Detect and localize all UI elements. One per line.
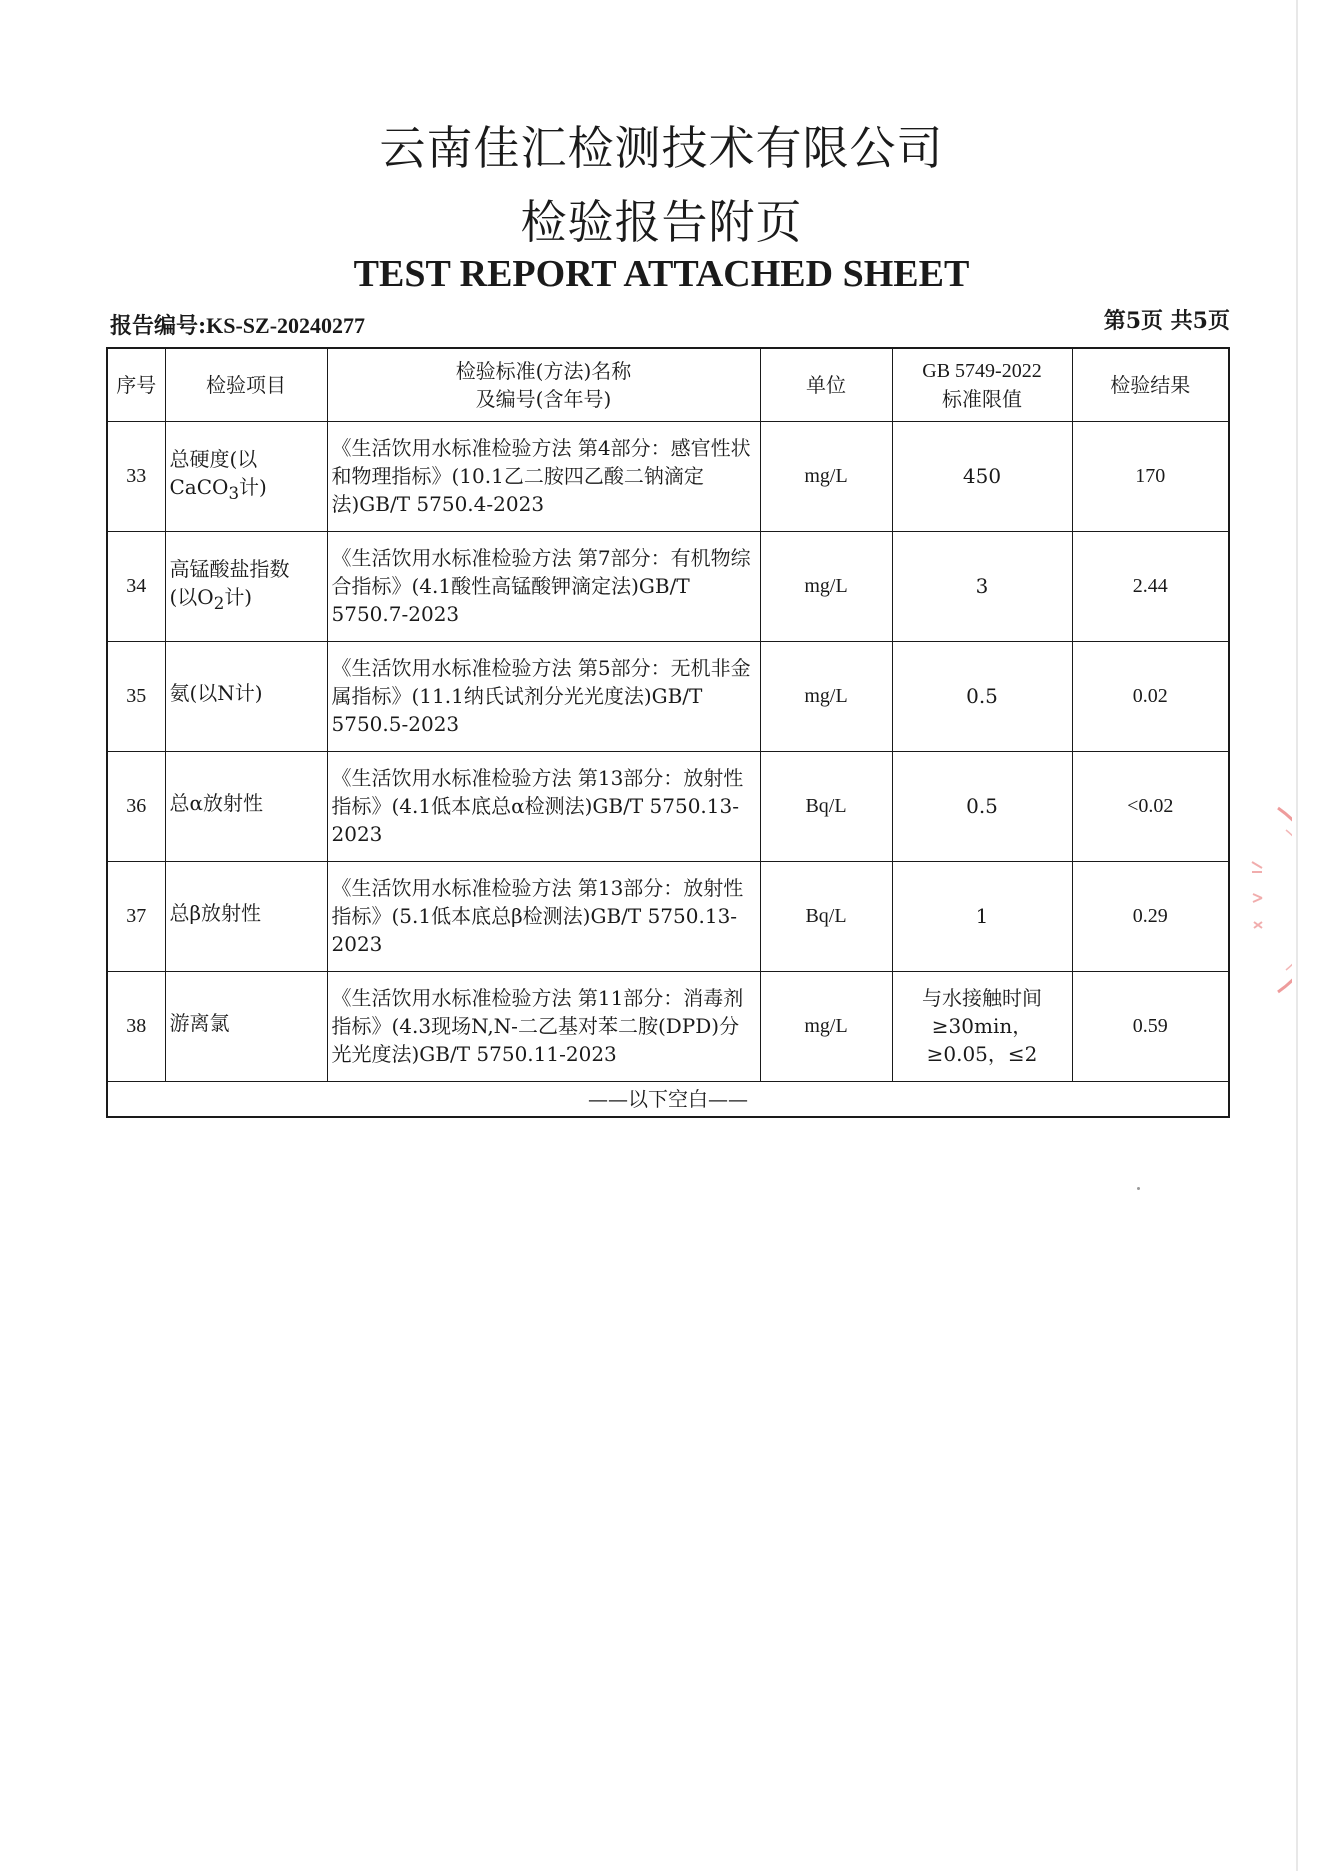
row-unit: mg/L	[760, 531, 892, 641]
row-item	[165, 531, 327, 641]
table-row	[107, 531, 1229, 641]
row-limit: 0.5	[892, 751, 1072, 861]
row-unit: Bq/L	[760, 751, 892, 861]
row-result: 2.44	[1072, 531, 1229, 641]
row-result: 0.02	[1072, 641, 1229, 751]
row-seq: 38	[107, 971, 165, 1081]
row-item-post: 计)	[239, 474, 267, 499]
row-unit: mg/L	[760, 971, 892, 1081]
row-seq: 35	[107, 641, 165, 751]
header-unit: 单位	[760, 348, 892, 421]
table-body	[107, 421, 1229, 1081]
row-item-main-line	[170, 679, 323, 714]
row-unit: Bq/L	[760, 861, 892, 971]
row-method: 《生活饮用水标准检验方法 第11部分：消毒剂指标》(4.3现场N,N-二乙基对苯二胺(DPD)分光光度法)GB/T 5750.11-2023	[327, 971, 760, 1081]
page-indicator: 第5页 共5页	[1103, 308, 1230, 334]
table-row	[107, 421, 1229, 531]
row-item-main-line	[170, 1009, 323, 1044]
report-number-value: KS-SZ-20240277	[206, 313, 366, 338]
row-item	[165, 751, 327, 861]
header-method-line1: 检验标准(方法)名称	[455, 358, 632, 383]
row-seq: 36	[107, 751, 165, 861]
row-item	[165, 421, 327, 531]
row-item-pre: 高锰酸盐指数	[169, 556, 290, 581]
red-seal-stamp	[1238, 800, 1292, 1000]
scan-speck	[1137, 1187, 1140, 1190]
row-item-main: 游离氯	[169, 1010, 230, 1035]
row-result: 0.59	[1072, 971, 1229, 1081]
row-method: 《生活饮用水标准检验方法 第5部分：无机非金属指标》(11.1纳氏试剂分光光度法)GB/T 5750.5-2023	[327, 641, 760, 751]
report-number	[110, 309, 365, 340]
report-number-label: 报告编号:	[110, 313, 207, 339]
row-item	[165, 971, 327, 1081]
page-title-english: TEST REPORT ATTACHED SHEET	[353, 253, 970, 295]
table-row	[107, 641, 1229, 751]
row-method: 《生活饮用水标准检验方法 第13部分：放射性指标》(5.1低本底总β检测法)GB/T 5750.13-2023	[327, 861, 760, 971]
row-item-sub: 2	[213, 593, 225, 613]
header-method	[327, 348, 760, 421]
row-item-main: 总β放射性	[169, 900, 262, 925]
row-limit: 450	[892, 421, 1072, 531]
row-limit: 1	[892, 861, 1072, 971]
row-item-main: CaCO	[169, 474, 229, 499]
row-result: 170	[1072, 421, 1229, 531]
row-method: 《生活饮用水标准检验方法 第13部分：放射性指标》(4.1低本底总α检测法)GB/T 5750.13-2023	[327, 751, 760, 861]
row-method: 《生活饮用水标准检验方法 第4部分：感官性状和物理指标》(10.1乙二胺四乙酸二钠滴定法)GB/T 5750.4-2023	[327, 421, 760, 531]
row-item-main-line	[170, 899, 323, 934]
row-seq: 34	[107, 531, 165, 641]
row-limit: 0.5	[892, 641, 1072, 751]
row-method: 《生活饮用水标准检验方法 第7部分：有机物综合指标》(4.1酸性高锰酸钾滴定法)GB/T 5750.7-2023	[327, 531, 760, 641]
row-limit: 3	[892, 531, 1072, 641]
header-result: 检验结果	[1072, 348, 1229, 421]
header-item: 检验项目	[165, 348, 327, 421]
header-limit-line1: GB 5749-2022	[922, 359, 1042, 382]
page-title: 检验报告附页	[520, 195, 803, 249]
row-seq: 33	[107, 421, 165, 531]
table-header-row	[107, 348, 1229, 421]
row-item-sub: 3	[228, 483, 240, 503]
row-item-main-line	[170, 473, 323, 508]
row-item-pre: 总硬度(以	[169, 446, 258, 471]
row-item-main: 氨(以N计)	[169, 680, 263, 705]
row-limit: 与水接触时间≥30min，≥0.05，≤2	[892, 971, 1072, 1081]
header-method-line2: 及编号(含年号)	[475, 386, 612, 411]
row-seq: 37	[107, 861, 165, 971]
row-item-main-line	[170, 789, 323, 824]
row-item-main-line	[170, 583, 323, 618]
row-result: <0.02	[1072, 751, 1229, 861]
table-footer-row	[107, 1081, 1229, 1117]
row-item	[165, 641, 327, 751]
row-item-main: 总α放射性	[169, 790, 264, 815]
table-row	[107, 971, 1229, 1081]
header-limit-line2: 标准限值	[942, 386, 1022, 411]
blank-below-note: ——以下空白——	[107, 1081, 1229, 1117]
header-seq: 序号	[107, 348, 165, 421]
row-unit: mg/L	[760, 421, 892, 531]
row-result: 0.29	[1072, 861, 1229, 971]
row-item	[165, 861, 327, 971]
row-item-post: 计)	[224, 584, 253, 609]
table-row	[107, 751, 1229, 861]
company-name: 云南佳汇检测技术有限公司	[379, 121, 944, 175]
header-limit	[892, 348, 1072, 421]
row-unit: mg/L	[760, 641, 892, 751]
row-item-main: (以O	[169, 584, 214, 609]
table-row	[107, 861, 1229, 971]
results-table	[106, 347, 1230, 1118]
